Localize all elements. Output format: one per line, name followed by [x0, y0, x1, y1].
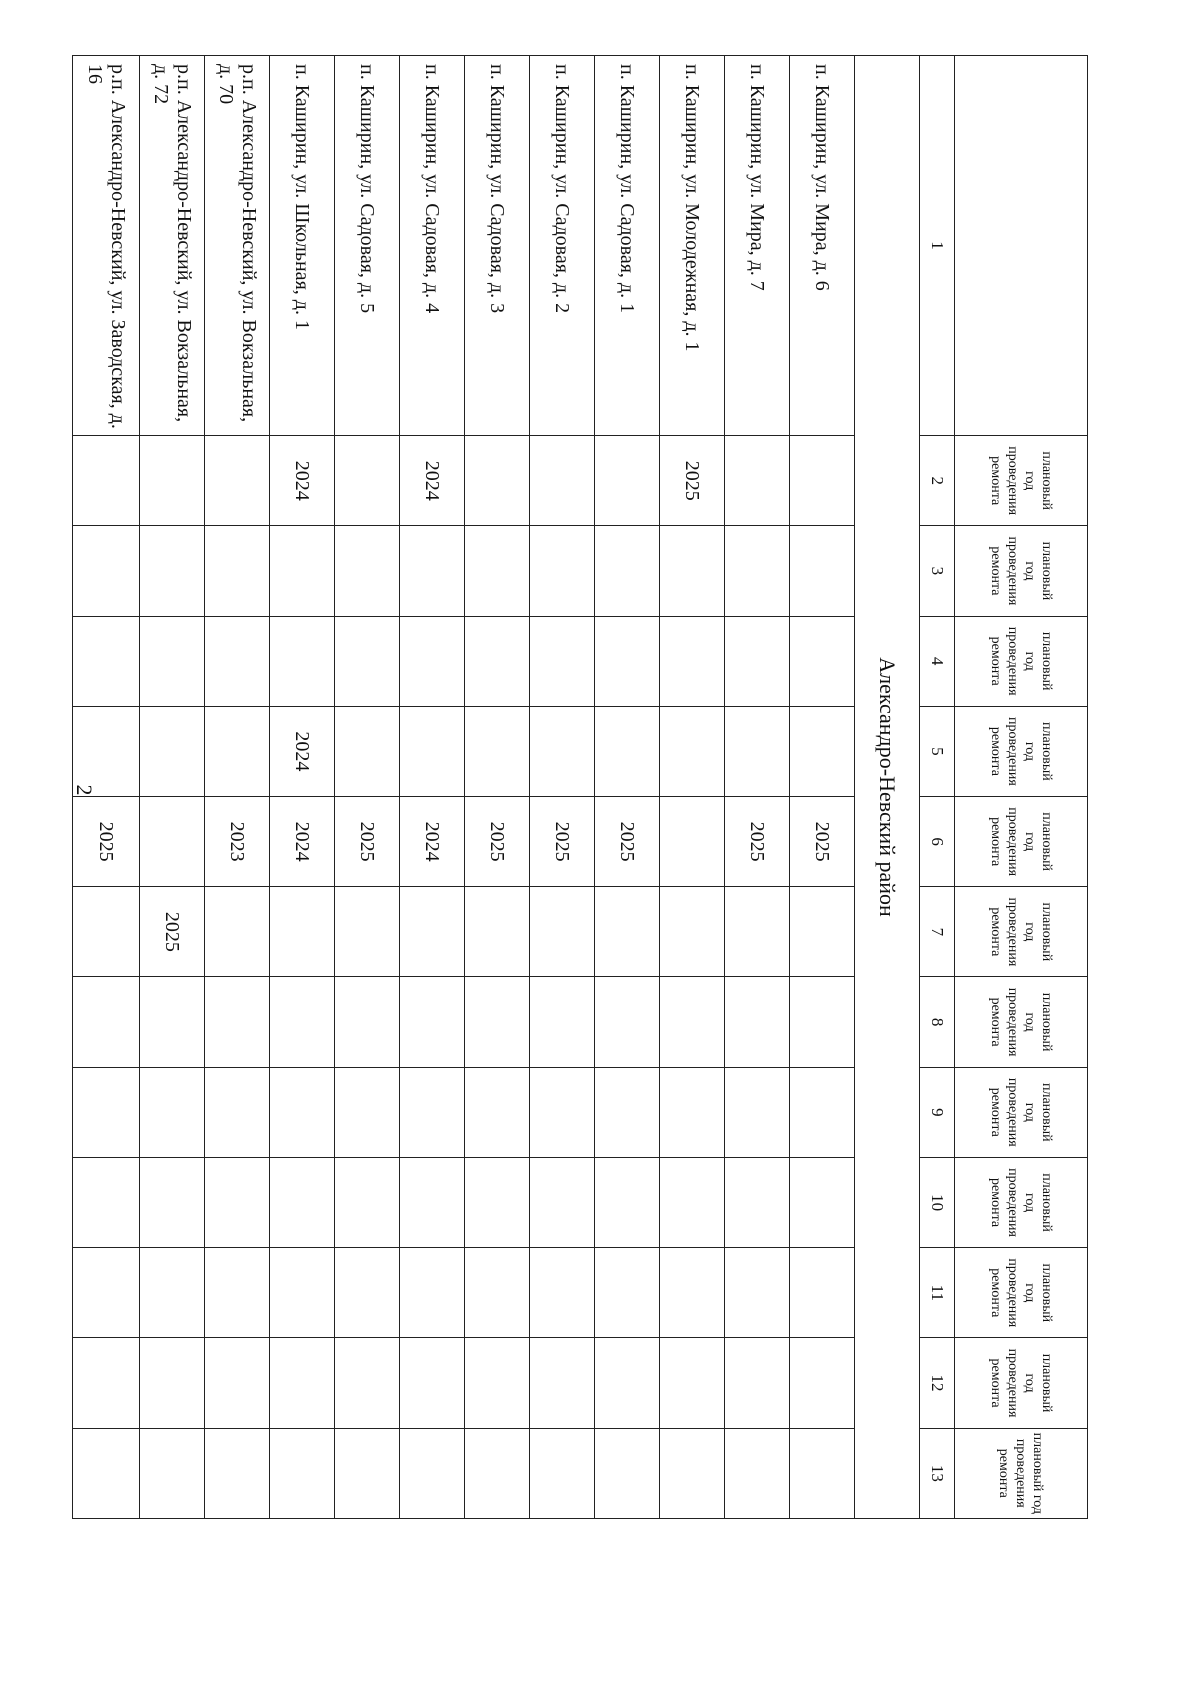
year-cell [595, 1248, 660, 1338]
year-cell [595, 887, 660, 977]
year-cell [465, 1248, 530, 1338]
table-row [595, 56, 660, 1519]
year-cell [270, 887, 335, 977]
year-cell [73, 616, 140, 706]
page-number: 2 [72, 784, 97, 796]
year-cell [725, 1428, 790, 1518]
year-cell [660, 977, 725, 1067]
year-cell [530, 616, 595, 706]
year-cell [205, 526, 270, 616]
year-cell [335, 1157, 400, 1247]
year-cell [790, 887, 855, 977]
year-cell: 2025 [725, 797, 790, 887]
year-cell: 2024 [400, 436, 465, 526]
table-row [205, 56, 270, 1519]
year-cell [400, 887, 465, 977]
year-cell [790, 616, 855, 706]
year-cell [205, 616, 270, 706]
year-cell [205, 436, 270, 526]
year-cell: 2025 [73, 797, 140, 887]
year-cell [73, 1248, 140, 1338]
year-cell [530, 1428, 595, 1518]
year-cell [205, 977, 270, 1067]
address-cell: р.п. Александро-Невский, ул. Вокзальная, д. 72 [140, 56, 205, 436]
year-cell [400, 1338, 465, 1428]
year-cell [270, 1248, 335, 1338]
column-number: 7 [920, 887, 955, 977]
year-cell [140, 1338, 205, 1428]
year-cell [140, 1067, 205, 1157]
year-cell [660, 1157, 725, 1247]
year-cell: 2024 [270, 706, 335, 796]
year-cell [270, 1157, 335, 1247]
year-cell [73, 1157, 140, 1247]
year-cell [725, 887, 790, 977]
year-cell [595, 526, 660, 616]
year-cell [400, 1248, 465, 1338]
year-cell [140, 797, 205, 887]
year-cell [73, 1067, 140, 1157]
table-row [660, 56, 725, 1519]
year-cell [335, 887, 400, 977]
year-cell [140, 1428, 205, 1518]
table-row [73, 56, 140, 1519]
header-cell: плановый год проведения ремонта [955, 616, 1088, 706]
column-number: 10 [920, 1157, 955, 1247]
year-cell [725, 1338, 790, 1428]
year-cell [530, 436, 595, 526]
address-cell: п. Каширин, ул. Садовая, д. 3 [465, 56, 530, 436]
year-cell [465, 1338, 530, 1428]
year-cell [790, 977, 855, 1067]
year-cell [530, 526, 595, 616]
repair-schedule-table [72, 55, 1088, 1519]
year-cell [530, 706, 595, 796]
year-cell [725, 616, 790, 706]
year-cell: 2025 [660, 436, 725, 526]
year-cell [530, 1338, 595, 1428]
district-row [855, 56, 920, 1519]
year-cell [465, 436, 530, 526]
district-name: Александро-Невский район [855, 56, 920, 1519]
year-cell [725, 526, 790, 616]
year-cell [400, 1157, 465, 1247]
header-cell: плановый год проведения ремонта [955, 436, 1088, 526]
year-cell [725, 706, 790, 796]
address-cell: п. Каширин, ул. Садовая, д. 5 [335, 56, 400, 436]
year-cell [790, 436, 855, 526]
address-cell: п. Каширин, ул. Мира, д. 7 [725, 56, 790, 436]
table-row [400, 56, 465, 1519]
year-cell [725, 1157, 790, 1247]
year-cell [140, 616, 205, 706]
year-cell: 2025 [595, 797, 660, 887]
column-number: 2 [920, 436, 955, 526]
year-cell [660, 526, 725, 616]
year-cell [335, 1067, 400, 1157]
header-cell: плановый год проведения ремонта [955, 1067, 1088, 1157]
column-number: 9 [920, 1067, 955, 1157]
year-cell [660, 1067, 725, 1157]
year-cell [530, 1248, 595, 1338]
year-cell [335, 526, 400, 616]
year-cell [335, 1338, 400, 1428]
year-cell: 2025 [140, 887, 205, 977]
year-cell [790, 1428, 855, 1518]
year-cell [660, 706, 725, 796]
year-cell [790, 1248, 855, 1338]
year-cell [465, 887, 530, 977]
address-cell: р.п. Александро-Невский, ул. Заводская, д. 16 [73, 56, 140, 436]
year-cell [530, 977, 595, 1067]
year-cell [270, 977, 335, 1067]
year-cell: 2025 [335, 797, 400, 887]
column-number: 5 [920, 706, 955, 796]
year-cell [205, 1157, 270, 1247]
year-cell [140, 1248, 205, 1338]
year-cell [595, 977, 660, 1067]
year-cell [725, 1248, 790, 1338]
year-cell [335, 706, 400, 796]
year-cell [400, 1067, 465, 1157]
year-cell [205, 706, 270, 796]
year-cell [465, 1428, 530, 1518]
year-cell [790, 1067, 855, 1157]
year-cell [400, 1428, 465, 1518]
column-number: 4 [920, 616, 955, 706]
year-cell [335, 616, 400, 706]
year-cell: 2024 [400, 797, 465, 887]
year-cell [400, 977, 465, 1067]
year-cell [270, 1428, 335, 1518]
year-cell [530, 887, 595, 977]
year-cell [335, 1248, 400, 1338]
year-cell [790, 706, 855, 796]
header-cell: плановый год проведения ремонта [955, 706, 1088, 796]
year-cell [270, 1338, 335, 1428]
year-cell [465, 616, 530, 706]
year-cell [790, 1338, 855, 1428]
table-row [335, 56, 400, 1519]
year-cell [73, 436, 140, 526]
header-cell: плановый год проведения ремонта [955, 1428, 1088, 1518]
year-cell: 2025 [465, 797, 530, 887]
year-cell [725, 1067, 790, 1157]
year-cell [400, 526, 465, 616]
table-row [465, 56, 530, 1519]
year-cell [335, 977, 400, 1067]
year-cell [465, 977, 530, 1067]
header-cell: плановый год проведения ремонта [955, 977, 1088, 1067]
year-cell [140, 706, 205, 796]
table-row [725, 56, 790, 1519]
address-cell: п. Каширин, ул. Садовая, д. 1 [595, 56, 660, 436]
table-row [530, 56, 595, 1519]
year-cell: 2023 [205, 797, 270, 887]
year-cell [660, 1428, 725, 1518]
repair-schedule-sheet [84, 55, 1088, 1519]
year-cell [790, 526, 855, 616]
year-cell [205, 1338, 270, 1428]
column-number: 3 [920, 526, 955, 616]
header-cell: плановый год проведения ремонта [955, 526, 1088, 616]
table-row [270, 56, 335, 1519]
year-cell [205, 887, 270, 977]
column-number: 6 [920, 797, 955, 887]
year-cell [660, 797, 725, 887]
address-cell: п. Каширин, ул. Молодежная, д. 1 [660, 56, 725, 436]
year-cell [595, 436, 660, 526]
year-cell [595, 1157, 660, 1247]
year-cell [205, 1067, 270, 1157]
address-cell: п. Каширин, ул. Школьная, д. 1 [270, 56, 335, 436]
year-cell [725, 436, 790, 526]
year-cell [595, 706, 660, 796]
year-cell: 2025 [790, 797, 855, 887]
year-cell: 2024 [270, 436, 335, 526]
year-cell [725, 977, 790, 1067]
address-cell: п. Каширин, ул. Садовая, д. 2 [530, 56, 595, 436]
address-cell: п. Каширин, ул. Садовая, д. 4 [400, 56, 465, 436]
year-cell [270, 1067, 335, 1157]
year-cell [530, 1157, 595, 1247]
year-cell [660, 1248, 725, 1338]
year-cell [73, 887, 140, 977]
year-cell [140, 526, 205, 616]
header-cell: плановый год проведения ремонта [955, 1248, 1088, 1338]
year-cell [270, 616, 335, 706]
year-cell [73, 977, 140, 1067]
header-cell: плановый год проведения ремонта [955, 887, 1088, 977]
year-cell [140, 1157, 205, 1247]
year-cell [660, 616, 725, 706]
table-row [140, 56, 205, 1519]
year-cell [73, 1428, 140, 1518]
year-cell [465, 706, 530, 796]
year-cell [400, 616, 465, 706]
year-cell [400, 706, 465, 796]
column-number: 12 [920, 1338, 955, 1428]
year-cell [73, 706, 140, 796]
column-number-row [920, 56, 955, 1519]
header-cell: плановый год проведения ремонта [955, 1157, 1088, 1247]
year-cell [465, 526, 530, 616]
year-cell [73, 1338, 140, 1428]
year-cell [73, 526, 140, 616]
year-cell [595, 616, 660, 706]
year-cell [335, 1428, 400, 1518]
year-cell [790, 1157, 855, 1247]
header-cell: плановый год проведения ремонта [955, 797, 1088, 887]
header-cell-address [955, 56, 1088, 436]
year-cell: 2025 [530, 797, 595, 887]
year-cell: 2024 [270, 797, 335, 887]
year-cell [205, 1248, 270, 1338]
year-cell [205, 1428, 270, 1518]
year-cell [595, 1428, 660, 1518]
address-cell: п. Каширин, ул. Мира, д. 6 [790, 56, 855, 436]
year-cell [270, 526, 335, 616]
year-cell [465, 1067, 530, 1157]
year-cell [530, 1067, 595, 1157]
header-cell: плановый год проведения ремонта [955, 1338, 1088, 1428]
column-number: 11 [920, 1248, 955, 1338]
year-cell [595, 1338, 660, 1428]
header-row [955, 56, 1088, 1519]
year-cell [140, 977, 205, 1067]
column-number: 8 [920, 977, 955, 1067]
year-cell [140, 436, 205, 526]
year-cell [465, 1157, 530, 1247]
column-number: 13 [920, 1428, 955, 1518]
table-row [790, 56, 855, 1519]
address-cell: р.п. Александро-Невский, ул. Вокзальная, д. 70 [205, 56, 270, 436]
year-cell [660, 1338, 725, 1428]
column-number: 1 [920, 56, 955, 436]
year-cell [335, 436, 400, 526]
year-cell [660, 887, 725, 977]
year-cell [595, 1067, 660, 1157]
